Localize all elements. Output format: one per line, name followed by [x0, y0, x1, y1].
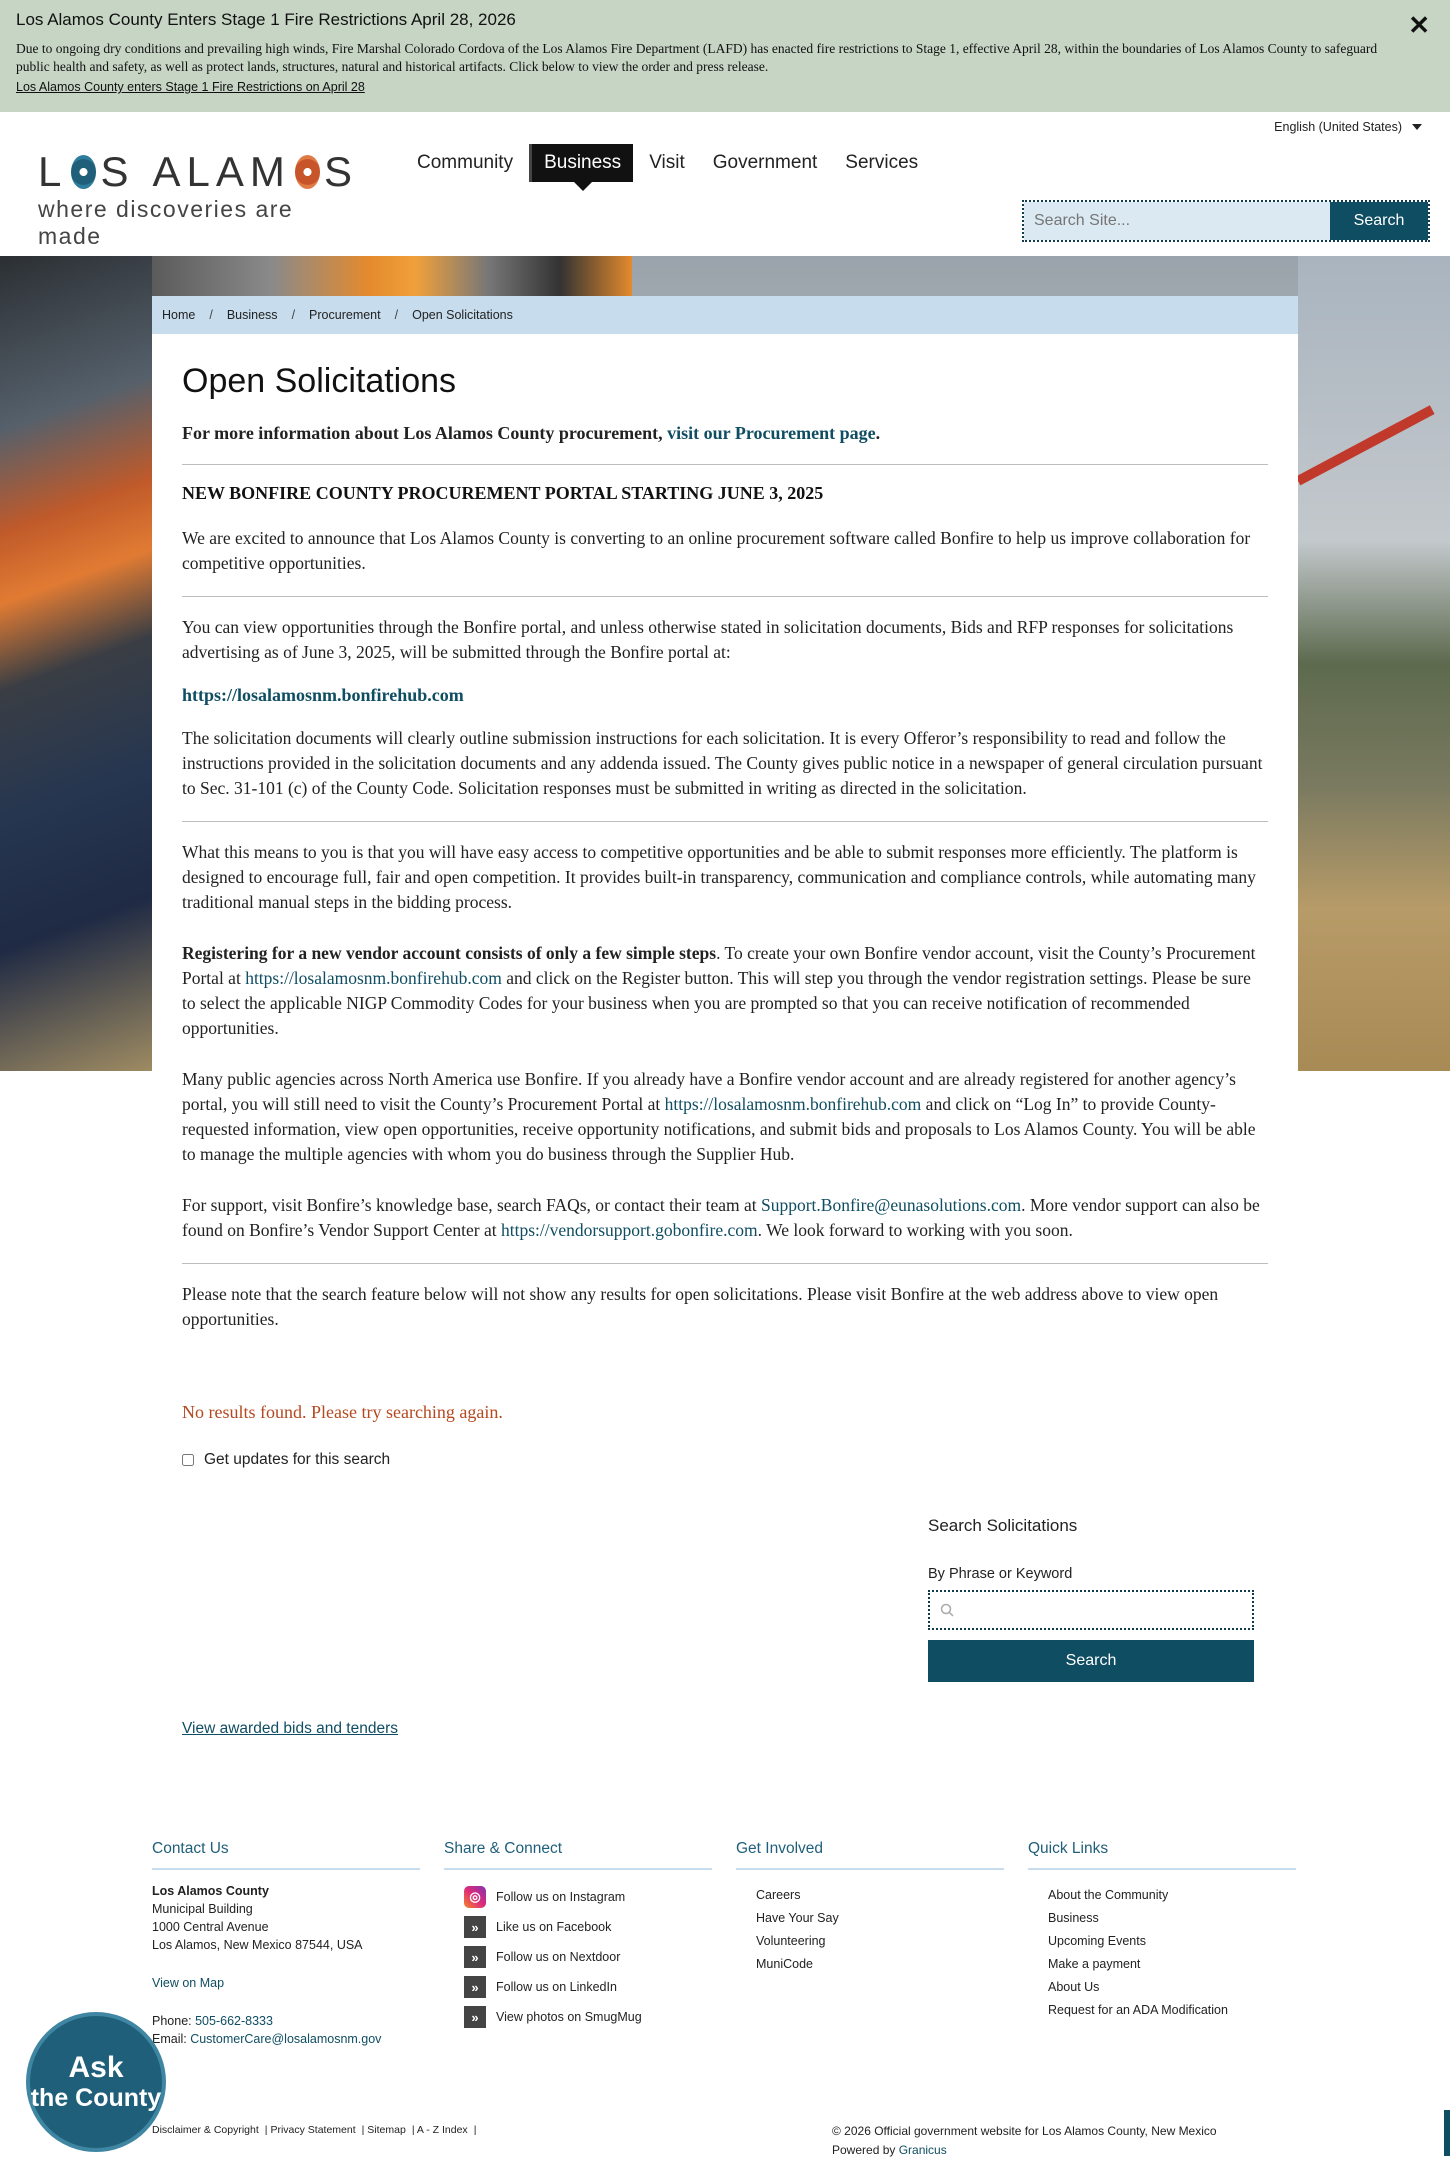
chevron-down-icon — [1412, 124, 1422, 130]
solicitation-search-button[interactable]: Search — [928, 1640, 1254, 1682]
bonfire-login-link[interactable]: https://losalamosnm.bonfirehub.com — [664, 1094, 922, 1114]
divider — [182, 464, 1268, 465]
nav-government[interactable]: Government — [712, 152, 818, 173]
content-card — [152, 296, 1298, 1740]
breadcrumb-separator: / — [291, 308, 296, 322]
site-search-button[interactable]: Search — [1330, 202, 1428, 240]
paragraph-solicitation-documents: The solicitation documents will clearly outline submission instructions for each solicitation. It is every Offeror’s responsibility to read and follow the instructions provided in the solicitation documents and any addenda issued. The County gives public notice in a newspaper of general circulation pursuant to Sec. 31-101 (c) of the County Code. Solicitation responses must be submitted in writing as directed in the solicitation. — [182, 728, 1263, 798]
footer-quick-title: Quick Links — [1028, 1840, 1296, 1870]
no-results-message: No results found. Please try searching again. — [182, 1402, 503, 1422]
footer-contact-body — [152, 1882, 420, 2048]
site-search-input[interactable] — [1024, 202, 1330, 240]
logo-o-orange-icon — [295, 155, 320, 189]
granicus-link[interactable]: Granicus — [898, 2143, 947, 2157]
paragraph-easy-access: What this means to you is that you will have easy access to competitive opportunities and be able to submit responses more efficiently. The platform is designed to encourage full, fair and open competition. It provides built-in transparency, communication and compliance controls, while automating many traditional manual steps in the bidding process. — [182, 842, 1256, 912]
address-line: 1000 Central Avenue — [152, 1920, 269, 1934]
legal-link[interactable]: A - Z Index — [416, 2124, 468, 2136]
social-linkedin[interactable]: » Follow us on LinkedIn — [464, 1972, 712, 2002]
intro-text: For more information about Los Alamos County procurement, visit our Procurement page. — [182, 423, 881, 443]
logo-tagline: where discoveries are made — [38, 196, 294, 249]
page-title: Open Solicitations — [182, 362, 457, 400]
footer-quick-links — [1028, 1840, 1296, 2022]
social-list — [444, 1882, 712, 2032]
legal-link[interactable]: Sitemap — [367, 2124, 406, 2136]
quick-link[interactable]: About the Community — [1048, 1888, 1169, 1902]
alert-title: Los Alamos County Enters Stage 1 Fire Restrictions April 28, 2026 — [16, 10, 516, 29]
instagram-icon: ◎ — [464, 1886, 486, 1908]
footer-contact-title: Contact Us — [152, 1840, 420, 1870]
vendor-support-link[interactable]: https://vendorsupport.gobonfire.com — [501, 1220, 758, 1240]
quick-link[interactable]: Make a payment — [1048, 1957, 1141, 1971]
footer-share — [444, 1840, 712, 2032]
footer-share-title: Share & Connect — [444, 1840, 712, 1870]
chevron-double-right-icon: » — [464, 2006, 486, 2028]
copyright-text: © 2026 Official government website for Los Alamos County, New Mexico — [832, 2124, 1217, 2138]
powered-by: Powered by Granicus — [832, 2143, 947, 2157]
divider — [182, 1263, 1268, 1264]
main-nav — [405, 144, 934, 182]
bonfire-portal-link[interactable]: https://losalamosnm.bonfirehub.com — [182, 685, 464, 705]
site-logo[interactable] — [38, 150, 358, 250]
solicitation-search-title: Search Solicitations — [928, 1516, 1078, 1535]
footer-involved — [736, 1840, 1004, 1976]
divider — [182, 821, 1268, 822]
get-updates-option[interactable] — [182, 1451, 1268, 1469]
portal-heading: NEW BONFIRE COUNTY PROCUREMENT PORTAL STARTING JUNE 3, 2025 — [182, 483, 824, 503]
involved-link[interactable]: Volunteering — [756, 1934, 826, 1948]
keyword-label: By Phrase or Keyword — [928, 1566, 1073, 1582]
phone-line: Phone: 505-662-8333 — [152, 2014, 273, 2028]
feedback-tab[interactable] — [1444, 2110, 1450, 2156]
nav-community[interactable]: Community — [417, 152, 514, 173]
nav-visit[interactable]: Visit — [649, 152, 685, 173]
logo-wordmark: L S ALAM S — [38, 148, 358, 195]
email-link[interactable]: CustomerCare@losalamosnm.gov — [190, 2032, 382, 2046]
nav-business[interactable]: Business — [529, 144, 633, 182]
breadcrumb-business[interactable]: Business — [226, 308, 278, 322]
divider — [182, 596, 1268, 597]
social-smugmug[interactable]: » View photos on SmugMug — [464, 2002, 712, 2032]
footer-contact — [152, 1840, 420, 2048]
social-instagram[interactable]: ◎ Follow us on Instagram — [464, 1882, 712, 1912]
alert-body: Due to ongoing dry conditions and prevailing high winds, Fire Marshal Colorado Cordova of the Los Alamos Fire Department (LAFD) has enacted fire restrictions to Stage 1, effective April 28, within the boundaries of Los Alamos County to safeguard public health and safety, as well as protect lands, structures, natural and historical artifacts. Click below to view the order and press release. — [16, 41, 1378, 74]
get-updates-checkbox[interactable] — [182, 1454, 194, 1466]
quick-link[interactable]: About Us — [1048, 1980, 1100, 1994]
logo-o-blue-icon — [71, 155, 96, 189]
quick-link[interactable]: Upcoming Events — [1048, 1934, 1146, 1948]
paragraph-support: For support, visit Bonfire’s knowledge base, search FAQs, or contact their team at Support.Bonfire@eunasolutions.com. More vendor support can also be found on Bonfire’s Vendor Support Center at https://vendorsupport.gobonfire.com. We look forward to working with you soon. — [182, 1195, 1260, 1240]
paragraph-search-note: Please note that the search feature below will not show any results for open solicitations. Please visit Bonfire at the web address above to view open opportunities. — [182, 1284, 1219, 1329]
close-icon[interactable]: ✕ — [1408, 10, 1430, 40]
involved-list — [736, 1884, 1004, 1976]
quick-link[interactable]: Request for an ADA Modification — [1048, 2003, 1228, 2017]
support-email-link[interactable]: Support.Bonfire@eunasolutions.com — [761, 1195, 1022, 1215]
involved-link[interactable]: MuniCode — [756, 1957, 813, 1971]
footer-involved-title: Get Involved — [736, 1840, 1004, 1870]
chevron-double-right-icon: » — [464, 1946, 486, 1968]
chevron-double-right-icon: » — [464, 1976, 486, 1998]
footer-legal-links: Disclaimer & Copyright | Privacy Statement | Sitemap | A - Z Index | — [152, 2124, 477, 2136]
bonfire-register-link[interactable]: https://losalamosnm.bonfirehub.com — [245, 968, 502, 988]
nav-services[interactable]: Services — [845, 152, 919, 173]
breadcrumb-separator: / — [394, 308, 399, 322]
site-search — [1022, 200, 1430, 242]
ask-the-county-button[interactable]: Ask the County — [26, 2012, 166, 2152]
breadcrumb-procurement[interactable]: Procurement — [309, 308, 381, 322]
breadcrumb-current: Open Solicitations — [412, 308, 513, 322]
hero-playground-left — [0, 256, 152, 1071]
breadcrumb — [152, 296, 1298, 334]
social-facebook[interactable]: » Like us on Facebook — [464, 1912, 712, 1942]
paragraph-converting: We are excited to announce that Los Alamos County is converting to an online procurement software called Bonfire to help us improve collaboration for competitive opportunities. — [182, 528, 1251, 573]
hero-playground-right — [1298, 256, 1450, 1071]
quick-links-list — [1028, 1884, 1296, 2022]
breadcrumb-separator: / — [209, 308, 213, 322]
paragraph-existing-vendors: Many public agencies across North America use Bonfire. If you already have a Bonfire vendor account and are already registered for another agency’s portal, you will still need to visit the County’s Procurement Portal at https://losalamosnm.bonfirehub.com and click on “Log In” to provide County-requested information, view open opportunities, receive opportunity notifications, and submit bids and proposals to Los Alamos County. You will be able to manage the multiple agencies with whom you do business through the Supplier Hub. — [182, 1069, 1256, 1164]
chevron-double-right-icon: » — [464, 1916, 486, 1938]
involved-link[interactable]: Have Your Say — [756, 1911, 839, 1925]
site-header — [0, 112, 1450, 256]
keyword-search-input[interactable] — [928, 1590, 1254, 1630]
alert-banner — [0, 0, 1450, 112]
view-on-map-link[interactable]: View on Map — [152, 1976, 225, 1990]
footer-copyright — [832, 2122, 1217, 2160]
solicitation-search-panel — [928, 1516, 1254, 1682]
county-name: Los Alamos County — [152, 1884, 269, 1898]
awarded-bids-link[interactable]: View awarded bids and tenders — [182, 1720, 398, 1737]
hero-playground-top — [152, 256, 632, 296]
alert-link[interactable]: Los Alamos County enters Stage 1 Fire Restrictions on April 28 — [16, 80, 365, 94]
search-icon — [940, 1603, 954, 1617]
address-line: Los Alamos, New Mexico 87544, USA — [152, 1938, 363, 1952]
address-line: Municipal Building — [152, 1902, 253, 1916]
email-line: Email: CustomerCare@losalamosnm.gov — [152, 2032, 382, 2046]
legal-link[interactable]: Disclaimer & Copyright — [152, 2124, 259, 2136]
procurement-page-link[interactable]: visit our Procurement page — [667, 423, 876, 443]
language-selector[interactable] — [1274, 120, 1422, 134]
language-label: English (United States) — [1274, 120, 1402, 134]
main-content — [152, 334, 1298, 1469]
breadcrumb-home[interactable]: Home — [162, 308, 196, 322]
paragraph-registering: Registering for a new vendor account consists of only a few simple steps. To create your own Bonfire vendor account, visit the County’s Procurement Portal at https://losalamosnm.bonfirehub.com and click on the Register button. This will step you through the vendor registration settings. Please be sure to select the applicable NIGP Commodity Codes for your business when you are prompted so that you can receive notification of recommended opportunities. — [182, 943, 1256, 1038]
paragraph-view-opportunities: You can view opportunities through the Bonfire portal, and unless otherwise stated in solicitation documents, Bids and RFP responses for solicitations advertising as of June 3, 2025, will be submitted through the Bonfire portal at: — [182, 617, 1234, 662]
get-updates-label: Get updates for this search — [204, 1451, 391, 1468]
quick-link[interactable]: Business — [1048, 1911, 1099, 1925]
social-nextdoor[interactable]: » Follow us on Nextdoor — [464, 1942, 712, 1972]
involved-link[interactable]: Careers — [756, 1888, 801, 1902]
legal-link[interactable]: Privacy Statement — [270, 2124, 356, 2136]
phone-link[interactable]: 505-662-8333 — [195, 2014, 273, 2028]
